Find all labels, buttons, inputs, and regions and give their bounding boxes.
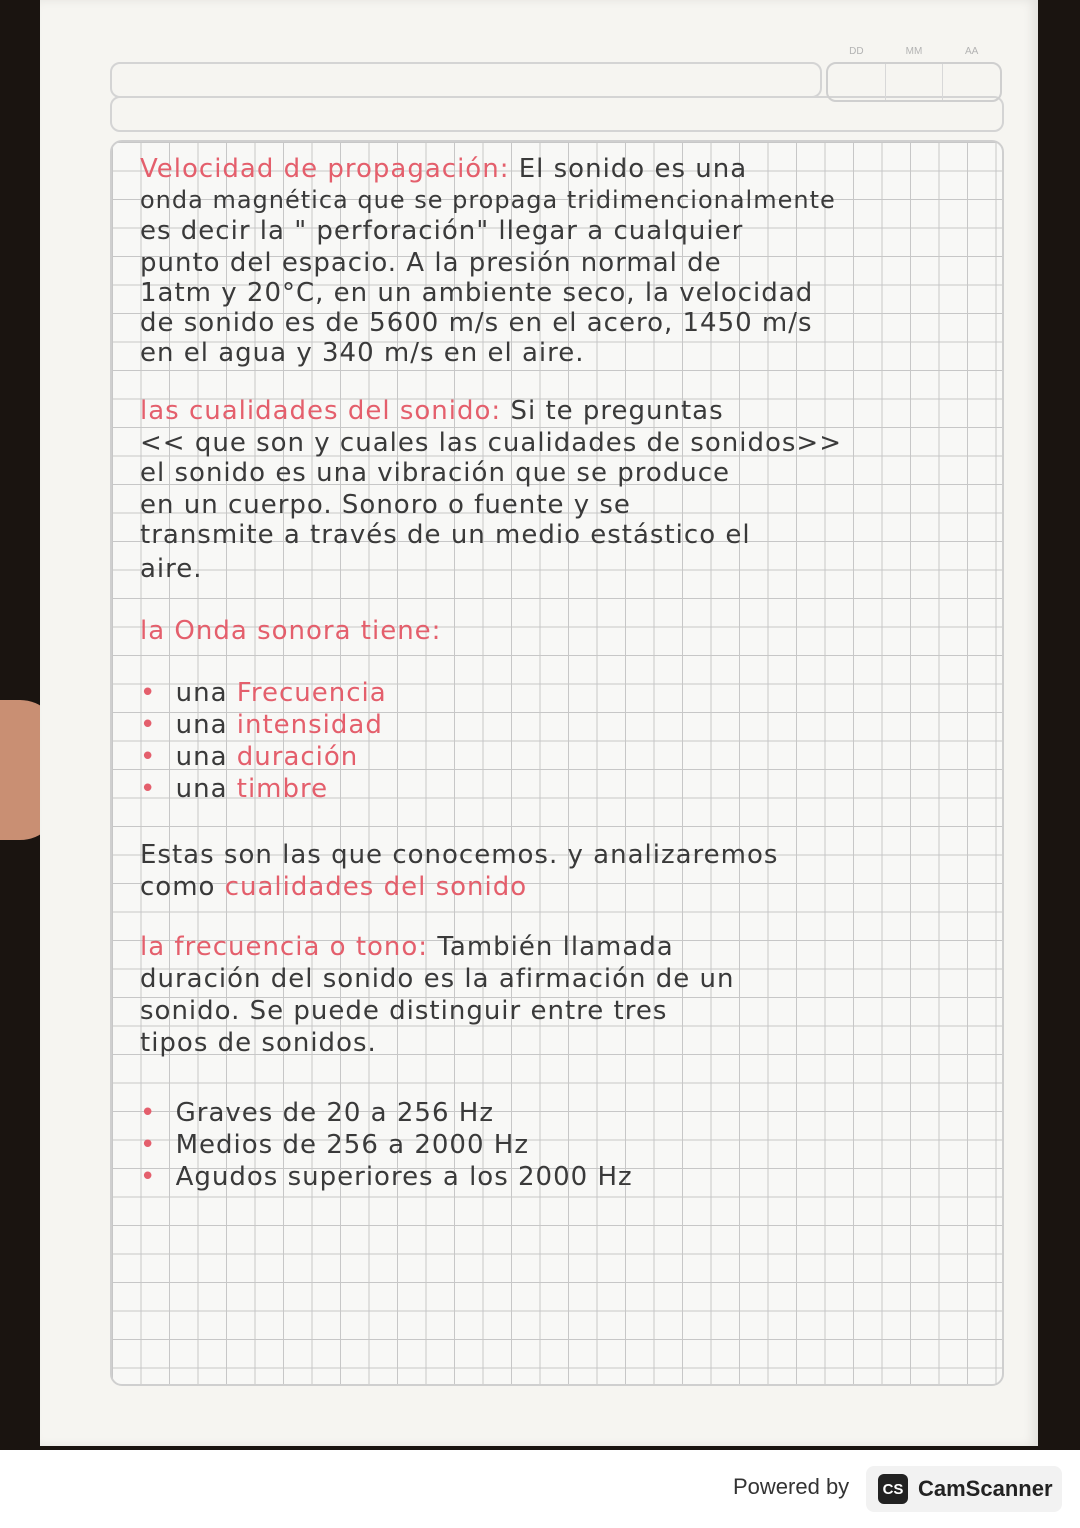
bullet-icon: • [140, 1098, 157, 1128]
estas-line-1: Estas son las que conocemos. y analizaremos [140, 840, 779, 870]
onda-item-term: timbre [236, 774, 329, 804]
velocidad-line-1 [140, 154, 747, 184]
camscanner-logo-icon: CS [878, 1474, 908, 1504]
estas-term: cualidades del sonido [224, 872, 528, 902]
frecuencia-item-text: Agudos superiores a los 2000 Hz [175, 1162, 633, 1192]
frecuencia-line-4: tipos de sonidos. [140, 1028, 377, 1058]
date-cell-year [943, 46, 1000, 100]
frecuencia-item [140, 1130, 529, 1160]
cualidades-heading: las cualidades del sonido: [140, 396, 502, 426]
date-label-day: DD [849, 46, 864, 57]
date-label-month: MM [905, 46, 923, 57]
velocidad-heading: Velocidad de propagación: [140, 154, 510, 184]
velocidad-line-5: 1atm y 20°C, en un ambiente seco, la velocidad [140, 278, 814, 308]
frecuencia-line-1 [140, 932, 674, 962]
estas-prefix: como [140, 872, 216, 902]
frecuencia-item [140, 1162, 633, 1192]
bullet-icon: • [140, 742, 157, 772]
date-label-year: AA [965, 46, 979, 57]
camscanner-brand-name: CamScanner [918, 1476, 1053, 1501]
bullet-icon: • [140, 774, 157, 804]
powered-by-label: Powered by [733, 1474, 850, 1499]
frecuencia-text-1: También llamada [437, 932, 674, 962]
velocidad-text-1: El sonido es una [518, 154, 748, 184]
date-cell-day [828, 46, 886, 100]
onda-item-prefix: una [175, 678, 228, 708]
cualidades-line-5: transmite a través de un medio estástico el [140, 520, 751, 550]
velocidad-line-7: en el agua y 340 m/s en el aire. [140, 338, 585, 368]
velocidad-line-2: onda magnética que se propaga tridimencionalmente [140, 186, 836, 214]
frecuencia-heading: la frecuencia o tono: [140, 932, 429, 962]
bullet-icon: • [140, 678, 157, 708]
cualidades-line-1 [140, 396, 724, 426]
cualidades-line-3: el sonido es una vibración que se produce [140, 458, 731, 488]
frecuencia-item [140, 1098, 494, 1128]
cualidades-text-1: Si te preguntas [510, 396, 724, 426]
onda-item [140, 710, 383, 740]
onda-heading: la Onda sonora tiene: [140, 616, 442, 646]
frecuencia-item-text: Medios de 256 a 2000 Hz [175, 1130, 529, 1160]
frecuencia-line-2: duración del sonido es la afirmación de un [140, 964, 735, 994]
cualidades-line-6: aire. [140, 554, 203, 584]
date-boxes [826, 46, 1002, 102]
onda-item-prefix: una [175, 710, 228, 740]
frecuencia-item-text: Graves de 20 a 256 Hz [175, 1098, 494, 1128]
onda-item-term: duración [236, 742, 359, 772]
date-cell-month [886, 46, 944, 100]
onda-item-prefix: una [175, 742, 228, 772]
onda-item [140, 678, 387, 708]
bullet-icon: • [140, 710, 157, 740]
onda-item-prefix: una [175, 774, 228, 804]
bullet-icon: • [140, 1130, 157, 1160]
bullet-icon: • [140, 1162, 157, 1192]
cualidades-line-4: en un cuerpo. Sonoro o fuente y se [140, 490, 631, 520]
camscanner-badge[interactable] [866, 1466, 1062, 1512]
frecuencia-line-3: sonido. Se puede distinguir entre tres [140, 996, 668, 1026]
title-field [110, 62, 822, 98]
onda-item-term: Frecuencia [236, 678, 387, 708]
estas-line-2 [140, 872, 527, 902]
onda-item [140, 742, 358, 772]
velocidad-line-3: es decir la " perforación" llegar a cualquier [140, 216, 744, 246]
velocidad-line-4: punto del espacio. A la presión normal de [140, 248, 722, 278]
onda-item [140, 774, 328, 804]
cualidades-line-2: << que son y cuales las cualidades de sonidos>> [140, 428, 842, 458]
onda-item-term: intensidad [236, 710, 383, 740]
velocidad-line-6: de sonido es de 5600 m/s en el acero, 1450 m/s [140, 308, 813, 338]
